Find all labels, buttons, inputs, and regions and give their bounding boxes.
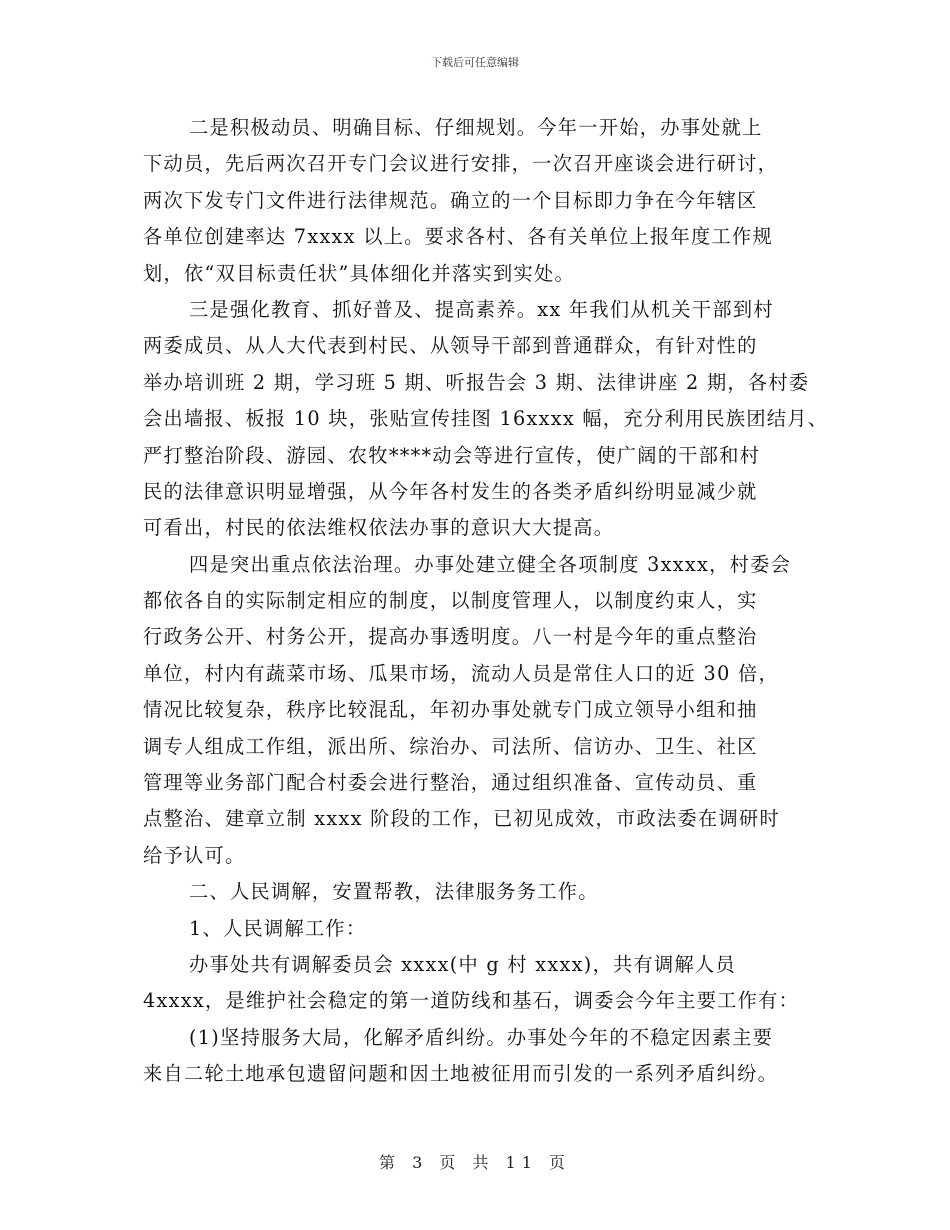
text-line: 4xxxx，是维护社会稳定的第一道防线和基石，调委会今年主要工作有： — [143, 989, 800, 1013]
text-line: 四是突出重点依法治理。办事处建立健全各项制度 3xxxx，村委会 — [189, 552, 792, 576]
text-line: 来自二轮土地承包遗留问题和因土地被征用而引发的一系列矛盾纠纷。 — [143, 1062, 779, 1086]
text-line: 给予认可。 — [143, 843, 246, 867]
text-line: 举办培训班 2 期，学习班 5 期、听报告会 3 期、法律讲座 2 期，各村委 — [143, 370, 810, 394]
text-line: 点整治、建章立制 xxxx 阶段的工作，已初见成效，市政法委在调研时 — [143, 807, 780, 831]
text-line: 民的法律意识明显增强，从今年各村发生的各类矛盾纠纷明显减少就 — [143, 479, 758, 503]
text-line: 都依各自的实际制定相应的制度，以制度管理人，以制度约束人，实 — [143, 589, 758, 613]
page-header: 下载后可任意编辑 — [431, 56, 519, 69]
text-line: 管理等业务部门配合村委会进行整治，通过组织准备、宣传动员、重 — [143, 771, 758, 795]
text-line: (1)坚持服务大局，化解矛盾纠纷。办事处今年的不稳定因素主要 — [189, 1025, 774, 1049]
text-line: 情况比较复杂，秩序比较混乱，年初办事处就专门成立领导小组和抽 — [143, 698, 758, 722]
text-line: 调专人组成工作组，派出所、综治办、司法所、信访办、卫生、社区 — [143, 734, 758, 758]
text-line: 各单位创建率达 7xxxx 以上。要求各村、各有关单位上报年度工作规 — [143, 225, 773, 249]
text-line: 1、人民调解工作： — [189, 916, 367, 940]
text-line: 三是强化教育、抓好普及、提高素养。xx 年我们从机关干部到村 — [189, 297, 774, 321]
text-line: 下动员，先后两次召开专门会议进行安排，一次召开座谈会进行研讨， — [143, 152, 779, 176]
text-line: 二是积极动员、明确目标、仔细规划。今年一开始，办事处就上 — [189, 116, 763, 139]
document-body — [143, 110, 833, 1093]
text-line: 划，依“双目标责任状”具体细化并落实到实处。 — [143, 261, 575, 285]
text-line: 严打整治阶段、游园、农牧****动会等进行宣传，使广阔的干部和村 — [143, 443, 761, 467]
text-line: 两委成员、从人大代表到村民、从领导干部到普通群众，有针对性的 — [143, 334, 758, 358]
text-line: 二、人民调解，安置帮教，法律服务务工作。 — [189, 880, 599, 904]
text-line: 行政务公开、村务公开，提高办事透明度。八一村是今年的重点整治 — [143, 625, 758, 649]
text-line: 可看出，村民的依法维权依法办事的意识大大提高。 — [143, 516, 615, 540]
text-line: 会出墙报、板报 10 块，张贴宣传挂图 16xxxx 幅，充分利用民族团结月、 — [143, 407, 829, 431]
text-line: 单位，村内有蔬菜市场、瓜果市场，流动人员是常住人口的近 30 倍， — [143, 661, 779, 685]
text-line: 两次下发专门文件进行法律规范。确立的一个目标即力争在今年辖区 — [143, 188, 758, 212]
text-line: 办事处共有调解委员会 xxxx(中 g 村 xxxx)，共有调解人员 — [189, 952, 736, 976]
page-footer: 第 3 页 共 11 页 — [379, 1153, 571, 1172]
